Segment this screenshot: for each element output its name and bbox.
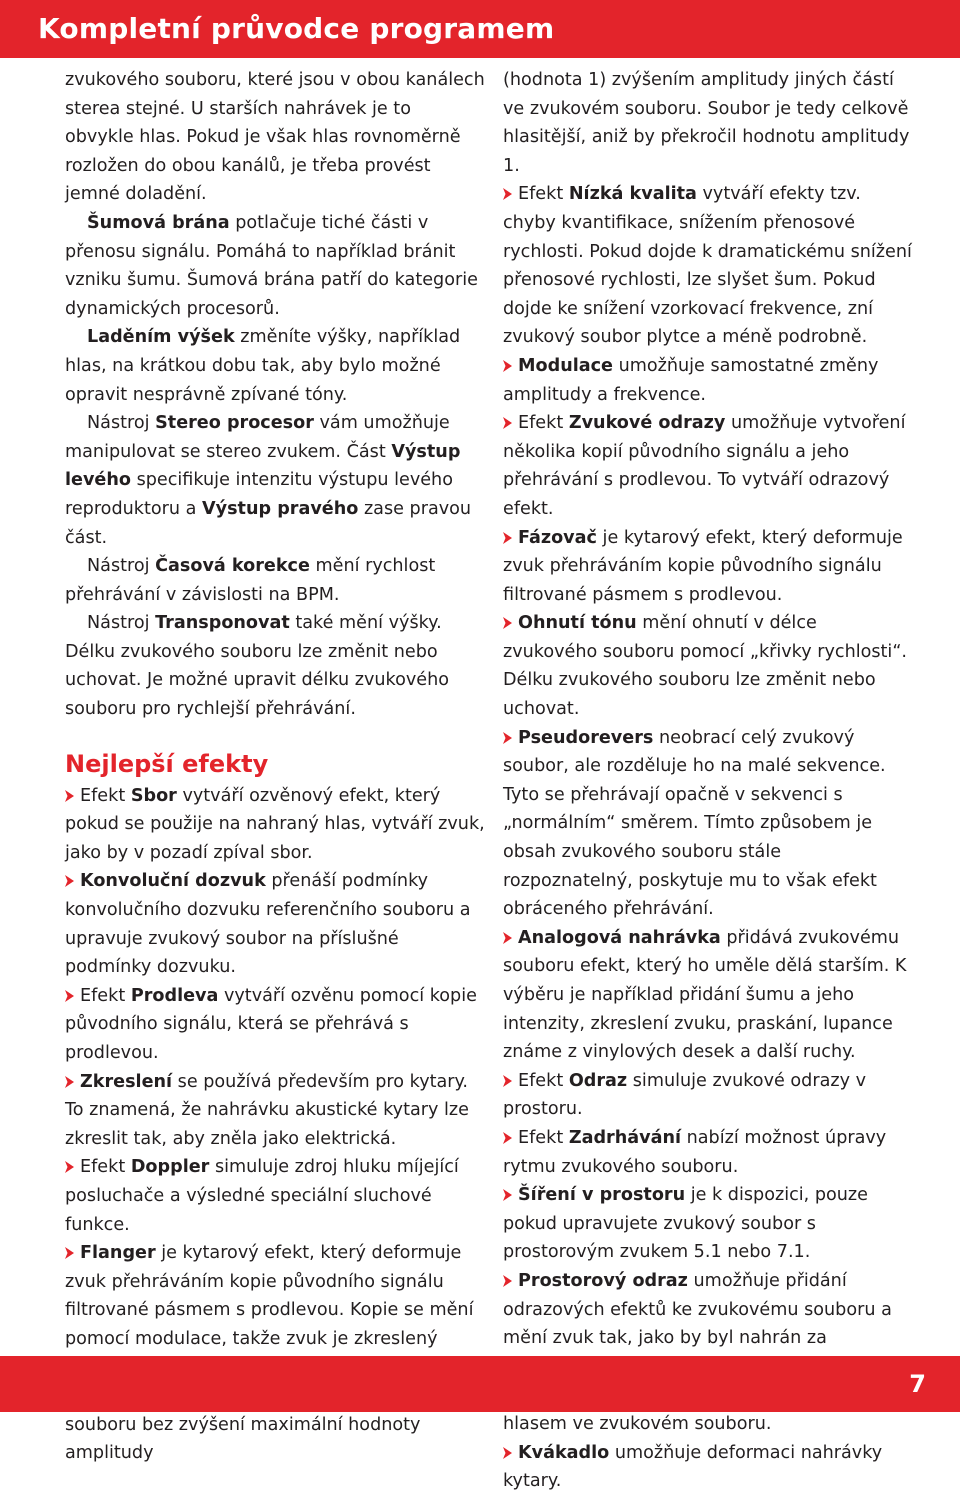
effect-item [503,352,913,409]
bullet-arrow-icon [503,532,512,544]
effect-item [65,982,485,1068]
text-run: Efekt [80,1157,131,1178]
effect-item [503,924,913,1067]
bullet-arrow-icon [503,417,512,429]
text-run: je k dispozici, pouze pokud upravujete zvukový soubor s prostorovým zvukem 5.1 nebo 7.1. [503,1185,868,1263]
text-run: vám umožňuje manipulovat se stereo zvukem. Část [65,413,450,462]
effect-item [503,609,913,723]
page-title: Kompletní průvodce programem [38,12,555,45]
term-name: Ohnutí tónu [518,613,637,634]
left-column [65,66,485,1468]
text-run: simuluje zdroj hluku míjející posluchače a výsledné speciální sluchové funkce. [65,1157,459,1235]
effect-item [503,66,913,180]
term-name: Výstup pravého [201,498,359,519]
bullet-arrow-icon [65,1247,74,1259]
body-paragraph [65,323,485,409]
text-run: se používá především pro kytary. To znamená, že nahrávku akustické kytary lze zkreslit tak, aby zněla jako elektrická. [65,1071,469,1149]
text-run: je kytarový efekt, který deformuje zvuk přehráváním kopie původního signálu filtrované pásmem s prodlevou. Kopie se mění pomocí modulace, takže zvuk je zkreslený [65,1243,474,1349]
section-heading: Nejlepší efekty [65,749,269,778]
text-run: specifikuje intenzitu výstupu levého reproduktoru a [65,470,453,519]
body-paragraph [65,409,485,552]
bullet-arrow-icon [503,1132,512,1144]
effect-item [503,1124,913,1181]
right-column [503,66,913,1496]
text-run: umožňuje vytvoření několika kopií původního signálu a jeho přehrávání s prodlevou. To vytváří odrazový efekt. [503,413,906,519]
text-run: Efekt [518,184,569,205]
bullet-arrow-icon [503,360,512,372]
text-run: přenáší podmínky konvolučního dozvuku referenčního souboru a upravuje zvukový soubor na příslušné podmínky dozvuku. [65,871,471,978]
text-run: vytváří ozvěnový efekt, který pokud se použije na nahraný hlas, vytváří zvuk, jako by v pozadí zpíval sbor. [65,785,485,863]
term-name: Zkreslení [80,1071,173,1092]
bullet-arrow-icon [503,1075,512,1087]
effect-item [503,1439,913,1496]
term-name: Nízká kvalita [568,184,697,205]
body-paragraph [65,209,485,323]
text-run: umožňuje deformaci nahrávky kytary. [503,1442,883,1492]
term-name: Prostorový odraz [518,1270,688,1291]
text-run: mění ohnutí v délce zvukového souboru pomocí „křivky rychlosti“. Délku zvukového souboru lze změnit nebo uchovat. [503,613,908,720]
page-footer [0,1356,960,1412]
body-paragraph [65,609,485,723]
text-run: je kytarový efekt, který deformuje zvuk přehráváním kopie původního signálu filtrované pásmem s prodlevou. [503,527,903,605]
text-run: Efekt [518,413,569,434]
effect-item [65,1068,485,1154]
effect-item [503,180,913,352]
bullet-arrow-icon [65,1161,74,1173]
effect-item [503,409,913,523]
term-name: Šíření v prostoru [518,1185,686,1206]
text-run: souboru bez zvýšení maximální hodnoty amplitudy [65,1414,421,1464]
term-name: Zvukové odrazy [568,413,726,434]
term-name: Flanger [80,1243,156,1264]
effect-item [65,782,485,868]
page-header [0,0,960,58]
bullet-arrow-icon [503,617,512,629]
text-run: Nástroj [87,413,156,434]
text-run: Nástroj [87,613,156,634]
text-run: Efekt [80,785,131,806]
bullet-arrow-icon [65,1076,74,1088]
term-name: Laděním výšek [87,327,235,348]
term-name: Časová korekce [155,556,310,577]
term-name: Kvákadlo [518,1442,610,1463]
effect-item [503,524,913,610]
bullet-arrow-icon [503,188,512,200]
term-name: Fázovač [518,527,597,548]
text-run: mění rychlost přehrávání v závislosti na BPM. [65,556,436,605]
effect-item [65,1153,485,1239]
bullet-arrow-icon [65,875,74,887]
text-run: (hodnota 1) zvýšením amplitudy jiných částí ve zvukovém souboru. Soubor je tedy celkově hlasitější, aniž by překročil hodnotu amplitudy 1. [503,70,910,176]
right-items-list [503,66,913,1496]
text-run: Efekt [518,1127,569,1148]
term-name: Stereo procesor [155,413,314,434]
term-name: Modulace [518,355,613,376]
term-name: Výstup levého [65,441,461,491]
text-run: umožňuje samostatné změny amplitudy a frekvence. [503,355,879,405]
text-run: také mění výšky. Délku zvukového souboru lze změnit nebo uchovat. Je možné upravit délku zvukového souboru pro rychlejší přehrávání. [65,613,449,720]
text-run: zase pravou část. [65,498,472,548]
effect-item [503,724,913,924]
body-paragraph [65,66,485,209]
text-run: potlačuje tiché části v přenosu signálu. Pomáhá to například bránit vzniku šumu. Šumová brána patří do kategorie dynamických procesorů. [65,212,478,319]
term-name: Doppler [130,1157,210,1178]
text-run: vytváří efekty tzv. chyby kvantifikace, snížením přenosové rychlosti. Pokud dojde k dramatickému snížení přenosové rychlosti, lze slyšet šum. Pokud dojde ke snížení vzorkovací frekvence, zní zvukový soubor plytce a méně podrobně. [503,184,912,348]
term-name: Prodleva [130,985,219,1006]
term-name: Zadrhávání [568,1127,682,1148]
text-run: Efekt [518,1070,569,1091]
bullet-arrow-icon [503,1189,512,1201]
term-name: Transponovat [155,613,290,634]
text-run: změníte výšky, například hlas, na krátkou dobu tak, aby bylo možné opravit nesprávně zpívané tóny. [65,327,461,405]
term-name: Šumová brána [87,212,230,233]
bullet-arrow-icon [65,990,74,1002]
bullet-arrow-icon [503,1447,512,1459]
text-run: Nástroj [87,556,156,577]
text-run: přidává zvukovému souboru efekt, který ho uměle dělá starším. K výběru je například přidání šumu a jeho intenzity, zkreslení zvuku, praskání, lupance známe z vinylových desek a další ruchy. [503,927,907,1063]
text-run: neobrací celý zvukový soubor, ale rozděluje ho na malé sekvence. Tyto se přehrávají opačně v sekvenci s „normálním“ směrem. Tímto způsobem je obsah zvukového souboru stále rozpoznatelný, poskytuje mu to však efekt obráceného přehrávání. [503,727,886,920]
text-run: vytváří ozvěnu pomocí kopie původního signálu, která se přehrává s prodlevou. [65,985,477,1063]
text-run: Efekt [80,985,131,1006]
term-name: Analogová nahrávka [518,927,721,948]
term-name: Konvoluční dozvuk [80,871,266,892]
page-number: 7 [909,1370,926,1398]
text-run: simuluje zvukové odrazy v prostoru. [503,1070,867,1120]
term-name: Sbor [130,785,177,806]
text-run: hlasem ve zvukovém souboru. [503,1413,772,1434]
bullet-arrow-icon [503,732,512,744]
bullet-arrow-icon [503,932,512,944]
text-run: umožňuje přidání odrazových efektů ke zvukovému souboru a mění zvuk tak, jako by byl nahrán za [503,1270,892,1349]
effect-item [65,867,485,981]
bullet-arrow-icon [503,1275,512,1287]
term-name: Pseudorevers [518,727,654,748]
term-name: Odraz [568,1070,628,1091]
bullet-arrow-icon [65,790,74,802]
effect-item [503,1067,913,1124]
left-paragraphs [65,66,485,724]
text-run: zvukového souboru, které jsou v obou kanálech sterea stejné. U starších nahrávek je to obvykle hlas. Pokud je však hlas rovnoměrně rozložen do obou kanálů, je třeba provést jemné doladění. [65,70,485,205]
text-run: nabízí možnost úpravy rytmu zvukového souboru. [503,1127,887,1177]
body-paragraph [65,552,485,609]
effect-item [503,1181,913,1267]
